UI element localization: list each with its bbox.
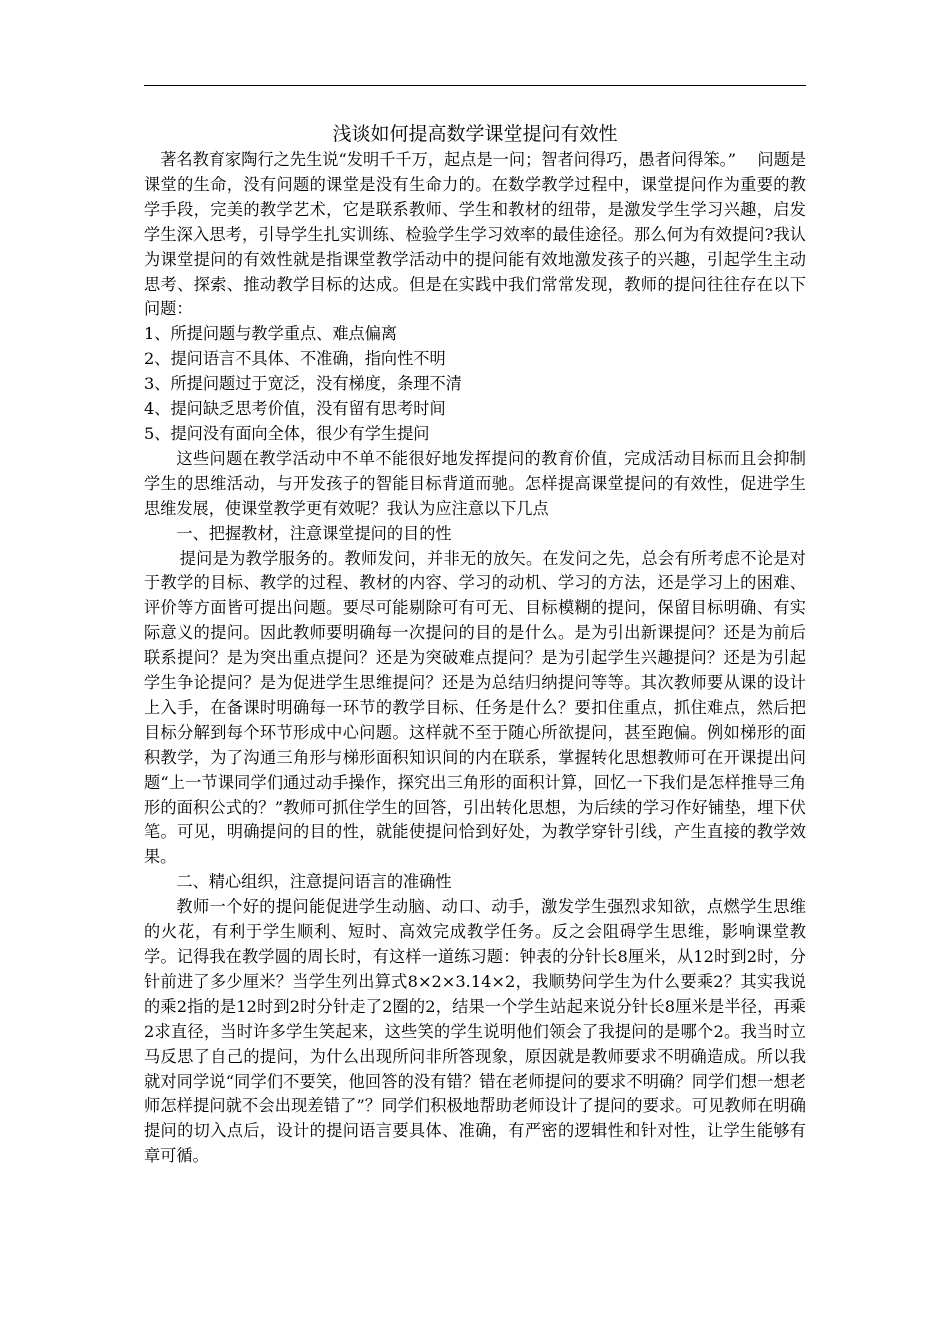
section2-heading: 二、精心组织，注意提问语言的准确性 bbox=[176, 872, 452, 892]
list-item: 5、提问没有面向全体，很少有学生提问 bbox=[144, 423, 430, 443]
problem-list bbox=[144, 322, 806, 447]
section1-paragraph: 提问是为教学服务的。教师发问，并非无的放矢。在发问之先，总会有所考虑不论是对于教学的目标、教学的过程、教材的内容、学习的动机、学习的方法，还是学习上的困难、评价等方面皆可提出问题。要尽可能剔除可有可无、目标模糊的提问，保留目标明确、有实际意义的提问。因此教师要明确每一次提问的目的是什么。是为引出新课提问？还是为前后联系提问？是为突出重点提问？还是为突破难点提问？是为引起学生兴趣提问？还是为引起学生争论提问？是为促进学生思维提问？还是为总结归纳提问等等。其次教师要从课的设计上入手，在备课时明确每一环节的教学目标、任务是什么？要扣住重点，抓住难点，然后把目标分解到每个环节形成中心问题。这样就不至于随心所欲提问，甚至跑偏。例如梯形的面积教学，为了沟通三角形与梯形面积知识间的内在联系，掌握转化思想教师可在开课提出问题“上一节课同学们通过动手操作，探究出三角形的面积计算，回忆一下我们是怎样推导三角形的面积公式的？”教师可抓住学生的回答，引出转化思想，为后续的学习作好铺垫，埋下伏笔。可见，明确提问的目的性，就能使提问恰到好处，为教学穿针引线，产生直接的教学效果。 bbox=[144, 548, 806, 867]
list-item: 2、提问语言不具体、不准确，指向性不明 bbox=[144, 349, 446, 369]
intro-paragraph: 著名教育家陶行之先生说“发明千千万，起点是一问；智者问得巧，愚者问得笨。” 问题是课堂的生命，没有问题的课堂是没有生命力的。在数学教学过程中，课堂提问作为重要的教学手段，完美的教学艺术，它是联系教师、学生和教材的纽带，是激发学生学习兴趣，启发学生深入思考，引导学生扎实训练、检验学生学习效率的最佳途径。那么何为有效提问?我认为课堂提问的有效性就是指课堂教学活动中的提问能有效地激发孩子的兴趣，引起学生主动思考、探索、推动教学目标的达成。但是在实践中我们常常发现，教师的提问往往存在以下问题： bbox=[144, 150, 806, 319]
list-item: 4、提问缺乏思考价值，没有留有思考时间 bbox=[144, 399, 446, 419]
list-item: 1、所提问题与教学重点、难点偏离 bbox=[144, 324, 398, 344]
document-title: 浅谈如何提高数学课堂提问有效性 bbox=[332, 123, 618, 145]
list-item: 3、所提问题过于宽泛，没有梯度，条理不清 bbox=[144, 374, 462, 394]
section1-heading: 一、把握教材，注意课堂提问的目的性 bbox=[176, 523, 452, 543]
transition-paragraph: 这些问题在教学活动中不单不能很好地发挥提问的教育价值，完成活动目标而且会抑制学生的思维活动，与开发孩子的智能目标背道而驰。怎样提高课堂提问的有效性，促进学生思维发展，使课堂教学更有效呢？我认为应注意以下几点 bbox=[144, 448, 806, 518]
document-body bbox=[144, 120, 806, 1169]
header-rule bbox=[144, 85, 806, 86]
section2-paragraph: 教师一个好的提问能促进学生动脑、动口、动手，激发学生强烈求知欲，点燃学生思维的火花，有利于学生顺利、短时、高效完成教学任务。反之会阻碍学生思维，影响课堂教学。记得我在教学圆的周长时，有这样一道练习题：钟表的分针长8厘米，从12时到2时，分针前进了多少厘米？当学生列出算式8×2×3.14×2，我顺势问学生为什么要乘2？其实我说的乘2指的是12时到2时分针走了2圈的2，结果一个学生站起来说分针长8厘米是半径，再乘2求直径，当时许多学生笑起来，这些笑的学生说明他们领会了我提问的是哪个2。我当时立马反思了自己的提问，为什么出现所问非所答现象，原因就是教师要求不明确造成。所以我就对同学说“同学们不要笑，他回答的没有错？错在老师提问的要求不明确？同学们想一想老师怎样提问就不会出现差错了”？同学们积极地帮助老师设计了提问的要求。可见教师在明确提问的切入点后，设计的提问语言要具体、准确，有严密的逻辑性和针对性，让学生能够有章可循。 bbox=[144, 897, 806, 1166]
